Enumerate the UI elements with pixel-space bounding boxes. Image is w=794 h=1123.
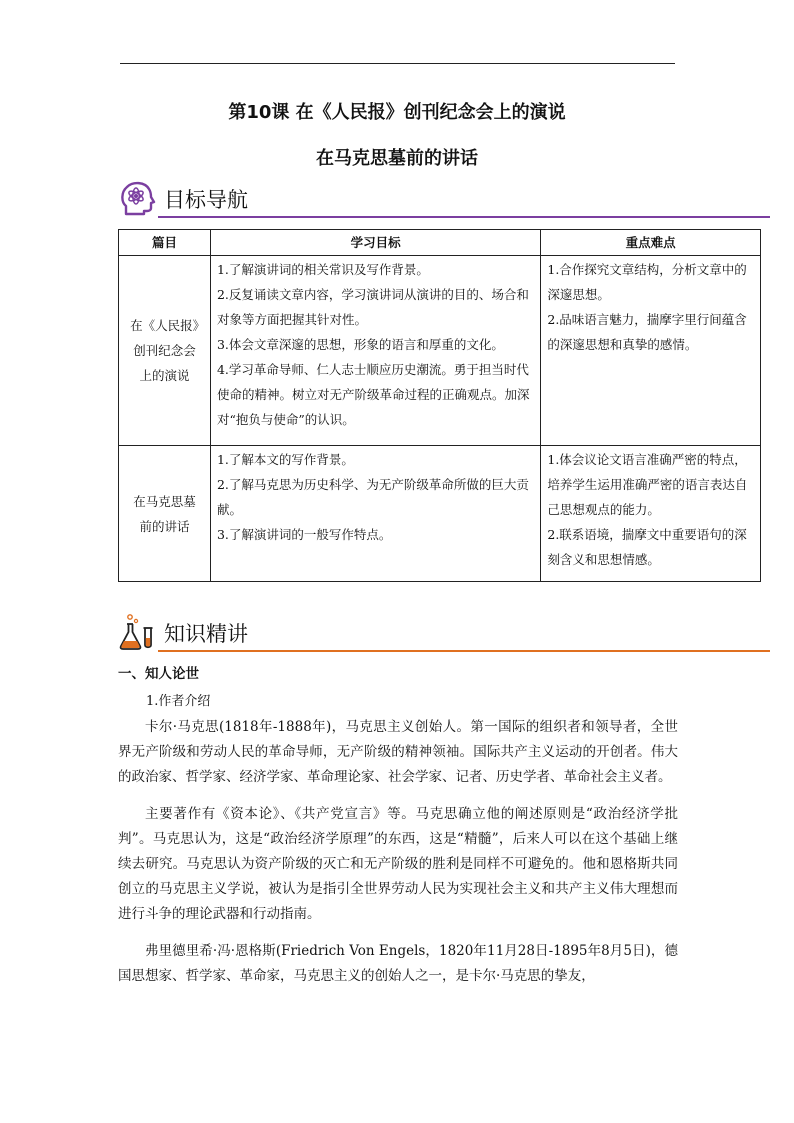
objective-item: 3.了解演讲词的一般写作特点。 — [216, 527, 392, 542]
key-point-item: 2.联系语境，揣摩文中重要语句的深刻含义和思想情感。 — [547, 527, 747, 567]
heading-author-intro: 1.作者介绍 — [146, 694, 211, 709]
heading-know-author: 一、知人论世 — [118, 666, 199, 682]
key-points-cell — [541, 256, 761, 446]
section-goals-rule — [158, 216, 770, 218]
col-header-objectives: 学习目标 — [210, 230, 540, 256]
table-header-row — [119, 230, 761, 256]
key-point-item: 1.体会议论文语言准确严密的特点，培养学生运用准确严密的语言表达自己思想观点的能力。 — [547, 452, 748, 517]
objective-item: 4.学习革命导师、仁人志士顺应历史潮流。勇于担当时代使命的精神。树立对无产阶级革命过程的正确观点。加深对“抱负与使命”的认识。 — [216, 362, 530, 427]
body-paragraphs — [118, 715, 678, 989]
objectives-cell — [210, 446, 540, 582]
header-rule — [120, 63, 675, 64]
objective-item: 2.了解马克思为历史科学、为无产阶级革命所做的巨大贡献。 — [216, 477, 529, 517]
paragraph: 弗里德里希·冯·恩格斯(Friedrich Von Engels，1820年11月28日-1895年8月5日)，德国思想家、哲学家、革命家，马克思主义的创始人之一，是卡尔·马克思的挚友， — [118, 943, 678, 984]
paragraph: 主要著作有《资本论》、《共产党宣言》等。马克思确立他的阐述原则是“政治经济学批判”。马克思认为，这是“政治经济学原理”的东西，这是“精髓”，后来人可以在这个基础上继续去研究。马克思认为资产阶级的灭亡和无产阶级的胜利是同样不可避免的。他和恩格斯共同创立的马克思主义学说，被认为是指引全世界劳动人民为实现社会主义和共产主义伟大理想而进行斗争的理论武器和行动指南。 — [118, 806, 678, 922]
objectives-cell — [210, 256, 540, 446]
page-title: 第10课 在《人民报》创刊纪念会上的演说 — [228, 102, 566, 123]
objective-item: 2.反复诵读文章内容，学习演讲词从演讲的目的、场合和对象等方面把握其针对性。 — [216, 287, 529, 327]
section-goals-header — [118, 178, 770, 218]
key-points-cell — [541, 446, 761, 582]
piece-cell: 在《人民报》创刊纪念会上的演说 — [119, 256, 211, 446]
col-header-piece: 篇目 — [119, 230, 211, 256]
col-header-key-points: 重点难点 — [541, 230, 761, 256]
key-point-item: 1.合作探究文章结构，分析文章中的深邃思想。 — [547, 262, 747, 302]
paragraph: 卡尔·马克思(1818年-1888年)，马克思主义创始人。第一国际的组织者和领导者，全世界无产阶级和劳动人民的革命导师，无产阶级的精神领袖。国际共产主义运动的开创者。伟大的政治家、哲学家、经济学家、革命理论家、社会学家、记者、历史学者、革命社会主义者。 — [118, 719, 678, 785]
objective-item: 1.了解演讲词的相关常识及写作背景。 — [216, 262, 429, 277]
section-knowledge-title: 知识精讲 — [164, 622, 248, 646]
flask-lab-icon — [118, 612, 158, 652]
table-row — [119, 256, 761, 446]
key-point-item: 2.品味语言魅力，揣摩字里行间蕴含的深邃思想和真挚的感情。 — [547, 312, 747, 352]
objective-item: 1.了解本文的写作背景。 — [216, 452, 354, 467]
head-atom-icon — [118, 178, 158, 218]
piece-cell: 在马克思墓前的讲话 — [119, 446, 211, 582]
goals-table — [118, 229, 761, 582]
objective-item: 3.体会文章深邃的思想，形象的语言和厚重的文化。 — [216, 337, 504, 352]
table-row — [119, 446, 761, 582]
section-knowledge-rule — [158, 650, 770, 652]
section-knowledge-header — [118, 612, 770, 652]
section-goals-title: 目标导航 — [164, 188, 248, 212]
page-subtitle: 在马克思墓前的讲话 — [316, 148, 478, 169]
